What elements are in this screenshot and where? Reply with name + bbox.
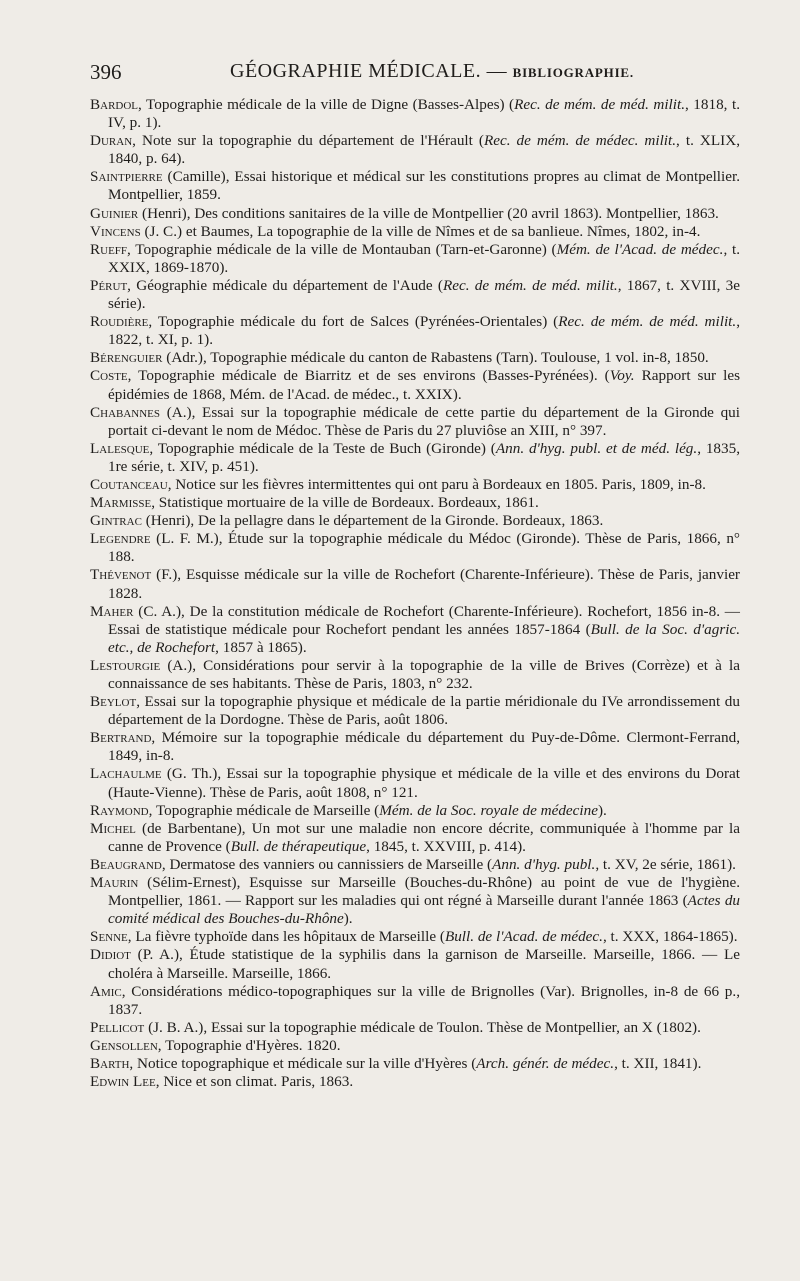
entry-source-title: Voy. — [609, 367, 635, 385]
entry-source-title: Mém. de l'Acad. de médec. — [556, 240, 724, 258]
entry-author: Rueff — [90, 240, 128, 258]
entry-text: (J. C.) et Baumes, La topographie de la ville de Nîmes et de sa banlieue. Nîmes, 1802, in-4. — [140, 222, 701, 240]
entry-text: , Mémoire sur la topographie médicale du département du Puy-de-Dôme. Clermont-Ferrand, 1849, in-8. — [108, 729, 740, 765]
entry-text: , Statistique mortuaire de la ville de Bordeaux. Bordeaux, 1861. — [151, 494, 539, 512]
entry-source-title: Rec. de mém. de méd. milit. — [558, 313, 737, 331]
bibliography-entry — [90, 404, 740, 440]
entry-author: Bérenguier — [90, 349, 163, 367]
entry-text: (Adr.), Topographie médicale du canton de Rabastens (Tarn). Toulouse, 1 vol. in-8, 1850. — [162, 349, 709, 367]
entry-text: (A.), Essai sur la topographie médicale de cette partie du département de la Gironde qui portait ci-devant le nom de Médoc. Thèse de Paris du 27 pluviôse an XIII, n° 397. — [108, 403, 740, 439]
running-title-dash: — — [481, 60, 513, 82]
entry-author: Beylot — [90, 693, 137, 711]
bibliography-entry — [90, 874, 740, 928]
entry-source-title: Actes du comité médical des Bouches-du-Rhône — [108, 892, 741, 928]
entry-author: Maurin — [90, 874, 139, 892]
bibliography-entry — [90, 476, 740, 494]
bibliography-entry — [90, 820, 740, 856]
entry-text: (G. Th.), Essai sur la topographie physique et médicale de la ville et des environs du Dorat (Haute-Vienne). Thèse de Paris, août 1808, n° 121. — [108, 765, 740, 801]
entry-source-title: Mém. de la Soc. royale de médecine — [379, 801, 598, 819]
bibliography-entry — [90, 277, 740, 313]
entry-author: Coutanceau — [90, 475, 168, 493]
entry-text: , Notice sur les fièvres intermittentes qui ont paru à Bordeaux en 1805. Paris, 1809, in-8. — [167, 475, 706, 493]
entry-author: Vincens — [90, 222, 141, 240]
entry-text: , Notice topographique et médicale sur la ville d'Hyères ( — [129, 1054, 477, 1072]
bibliography-entry — [90, 313, 740, 349]
entry-author: Bertrand — [90, 729, 152, 747]
page-number: 396 — [90, 60, 122, 84]
entry-source-title: Bull. de la Soc. d'agric. etc., de Rochefort — [108, 620, 740, 656]
entry-author: Barth — [90, 1054, 130, 1072]
entry-author: Senne — [90, 928, 128, 946]
entry-source-title: Arch. génér. de médec. — [476, 1054, 615, 1072]
page-header — [90, 60, 738, 90]
bibliography-entry — [90, 856, 740, 874]
entry-text: (Henri), De la pellagre dans le département de la Gironde. Bordeaux, 1863. — [141, 512, 604, 530]
entry-author: Duran — [90, 132, 133, 150]
entry-tail: , 1867, t. XVIII, 3e série). — [108, 276, 740, 313]
entry-author: Didiot — [90, 946, 131, 964]
entry-author: Guinier — [90, 204, 139, 222]
entry-text: (Henri), Des conditions sanitaires de la ville de Montpellier (20 avril 1863). Montpellier, 1863. — [138, 204, 719, 222]
bibliography-entry — [90, 168, 740, 204]
entry-author: Maher — [90, 602, 134, 620]
entry-source-title: Bull. de thérapeutique — [230, 837, 367, 855]
entry-tail: , t. XII, 1841). — [614, 1054, 702, 1072]
entry-author: Thévenot — [90, 566, 152, 584]
bibliography-entry — [90, 983, 740, 1019]
entry-text: (Camille), Essai historique et médical sur les constitutions propres au climat de Montpellier. Montpellier, 1859. — [108, 168, 740, 204]
entry-text: (F.), Esquisse médicale sur la ville de Rochefort (Charente-Inférieure). Thèse de Paris, janvier 1828. — [108, 566, 740, 602]
entry-text: , Nice et son climat. Paris, 1863. — [155, 1073, 354, 1091]
running-title-subtitle: BIBLIOGRAPHIE. — [512, 65, 634, 80]
entry-text: (C. A.), De la constitution médicale de Rochefort (Charente-Inférieure). Rochefort, 1856 in-8. — Essai de statistique médicale pour Rochefort pendant les années 1857-1864 ( — [108, 602, 740, 638]
entry-source-title: Rec. de mém. de méd. milit. — [442, 276, 618, 294]
entry-text: , Note sur la topographie du département de l'Hérault ( — [132, 132, 484, 150]
entry-tail: , 1835, 1re série, t. XIV, p. 451). — [108, 439, 740, 475]
entry-text: , Topographie médicale du fort de Salces (Pyrénées-Orientales) ( — [148, 313, 559, 331]
entry-text: , Topographie d'Hyères. 1820. — [157, 1036, 341, 1054]
entry-text: (J. B. A.), Essai sur la topographie médicale de Toulon. Thèse de Montpellier, an X (1802). — [144, 1018, 701, 1036]
entry-tail: , 1845, t. XXVIII, p. 414). — [366, 837, 526, 855]
entry-tail: , 1857 à 1865). — [215, 638, 307, 656]
entry-author: Lestourgie — [90, 656, 161, 674]
bibliography-entry — [90, 928, 740, 946]
bibliography-entry — [90, 494, 740, 512]
bibliography-entry — [90, 566, 740, 602]
entry-author: Gintrac — [90, 512, 142, 530]
entry-author: Gensollen — [90, 1036, 158, 1054]
entry-author: Raymond — [90, 801, 149, 819]
running-title-main: GÉOGRAPHIE MÉDICALE. — [230, 60, 482, 82]
entry-author: Roudière — [90, 313, 149, 331]
entry-text: , Géographie médicale du département de l'Aude ( — [127, 276, 443, 294]
entry-author: Beaugrand — [90, 855, 162, 873]
entry-tail: , t. XXIX, 1869-1870). — [108, 240, 740, 276]
bibliography-entry — [90, 223, 740, 241]
entry-author: Michel — [90, 819, 136, 837]
bibliography-entry — [90, 530, 740, 566]
entry-source-title: Rec. de mém. de médec. milit. — [483, 132, 677, 150]
entry-source-title: Rec. de mém. de méd. milit. — [514, 96, 686, 113]
entry-author: Bardol — [90, 96, 139, 113]
entry-text: , Essai sur la topographie physique et médicale de la partie méridionale du IVe arrondissement du département de la Dordogne. Thèse de Paris, août 1806. — [108, 693, 740, 729]
bibliography-entry — [90, 132, 740, 168]
entry-tail: , 1822, t. XI, p. 1). — [108, 313, 740, 349]
entry-author: Lachaulme — [90, 765, 162, 783]
bibliography-entry — [90, 802, 740, 820]
bibliography-entry — [90, 1055, 740, 1073]
bibliography-entry — [90, 440, 740, 476]
entry-source-title: Ann. d'hyg. publ. — [492, 855, 596, 873]
bibliography-entry — [90, 657, 740, 693]
entry-source-title: Ann. d'hyg. publ. et de méd. lég. — [495, 439, 698, 457]
entry-text: , Topographie médicale de la ville de Digne (Basses-Alpes) ( — [138, 96, 515, 113]
entry-tail: , t. XLIX, 1840, p. 64). — [108, 132, 740, 168]
bibliography-entry — [90, 765, 740, 801]
bibliography-entry — [90, 693, 740, 729]
entry-tail: , t. XV, 2e série, 1861). — [595, 855, 736, 873]
entry-tail: ). — [597, 801, 607, 819]
entry-text: , Topographie médicale de la ville de Montauban (Tarn-et-Garonne) ( — [127, 240, 557, 258]
entry-text: (Sélim-Ernest), Esquisse sur Marseille (Bouches-du-Rhône) au point de vue de l'hygiène. Montpellier, 1861. — Rapport sur les maladies qui ont régné à Marseille durant l'année 1863 ( — [108, 874, 740, 910]
bibliography-entry — [90, 603, 740, 657]
entry-text: , La fièvre typhoïde dans les hôpitaux de Marseille ( — [127, 928, 445, 946]
entry-author: Marmisse — [90, 494, 152, 512]
bibliography-entry — [90, 1037, 740, 1055]
entry-text: , Topographie médicale de la Teste de Buch (Gironde) ( — [149, 439, 496, 457]
entry-tail: , 1818, t. IV, p. 1). — [108, 96, 740, 132]
entry-author: Pérut — [90, 276, 128, 294]
bibliography-entry — [90, 367, 740, 403]
entry-tail: ). — [343, 910, 353, 928]
entry-author: Coste — [90, 367, 128, 385]
entry-source-title: Bull. de l'Acad. de médec. — [444, 928, 603, 946]
entry-author: Pellicot — [90, 1018, 145, 1036]
entry-text: (de Barbentane), Un mot sur une maladie non encore décrite, communiquée à l'homme par la canne de Provence ( — [108, 819, 740, 855]
entry-text: (L. F. M.), Étude sur la topographie médicale du Médoc (Gironde). Thèse de Paris, 1866, n° 188. — [108, 530, 740, 566]
entry-author: Edwin Lee — [90, 1073, 156, 1091]
entry-text: , Dermatose des vanniers ou cannissiers de Marseille ( — [161, 855, 493, 873]
bibliography-entry — [90, 729, 740, 765]
bibliography-entry — [90, 1019, 740, 1037]
running-title — [230, 60, 634, 83]
entry-text: (P. A.), Étude statistique de la syphilis dans la garnison de Marseille. Marseille, 1866. — Le choléra à Marseille. Marseille, 1866. — [108, 946, 740, 982]
entry-text: , Topographie médicale de Marseille ( — [148, 801, 380, 819]
bibliography-entry — [90, 946, 740, 982]
entry-tail: , t. XXX, 1864-1865). — [602, 928, 738, 946]
entry-author: Saintpierre — [90, 168, 163, 186]
entry-author: Amic — [90, 982, 122, 1000]
entry-author: Chabannes — [90, 403, 161, 421]
entry-author: Legendre — [90, 530, 151, 548]
entry-tail: Rapport sur les épidémies de 1868, Mém. de l'Acad. de médec., t. XXIX). — [108, 367, 740, 403]
bibliography-list — [90, 96, 740, 1091]
bibliography-entry — [90, 205, 740, 223]
bibliography-entry — [90, 1073, 740, 1091]
bibliography-entry — [90, 96, 740, 132]
entry-text: , Considérations médico-topographiques sur la ville de Brignolles (Var). Brignolles, in-8 de 66 p., 1837. — [108, 982, 740, 1018]
bibliography-entry — [90, 241, 740, 277]
bibliography-entry — [90, 512, 740, 530]
entry-text: , Topographie médicale de Biarritz et de ses environs (Basses-Pyrénées). ( — [127, 367, 610, 385]
bibliography-entry — [90, 349, 740, 367]
entry-author: Lalesque — [90, 439, 150, 457]
entry-text: (A.), Considérations pour servir à la topographie de la ville de Brives (Corrèze) et à la connaissance de ses habitants. Thèse de Paris, 1803, n° 232. — [108, 656, 740, 692]
